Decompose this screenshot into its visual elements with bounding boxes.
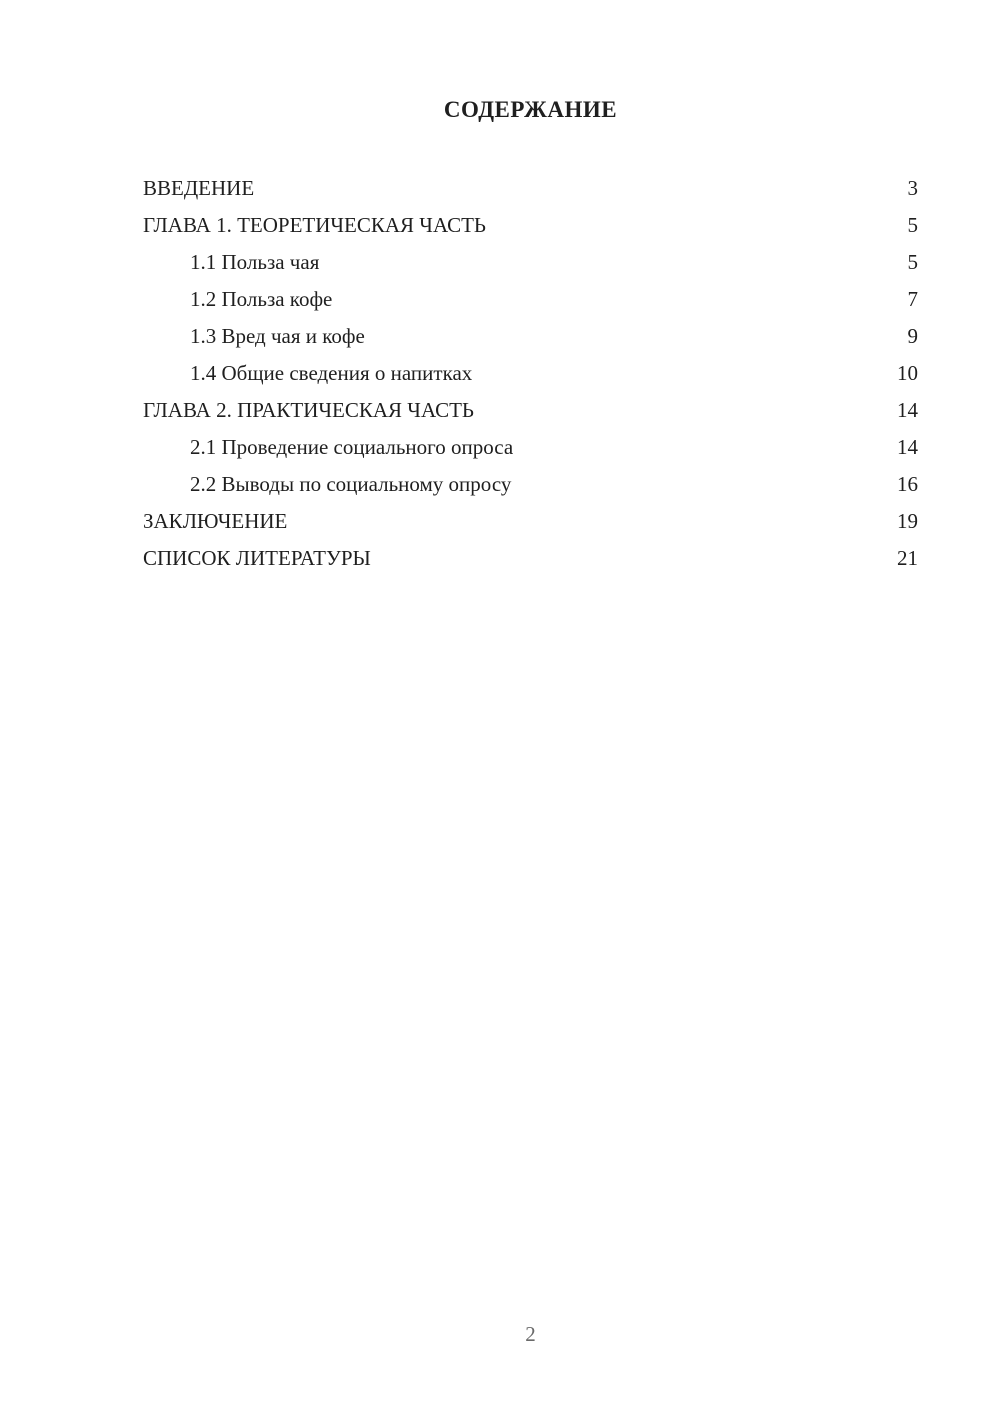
toc-entry-page: 14 [897,435,918,459]
toc-entry-page: 9 [907,324,918,348]
toc-entry-page: 10 [897,361,918,385]
toc-entry [143,503,918,540]
toc-entry [143,281,918,318]
toc-entry-label: 1.3 Вред чая и кофе [190,324,365,348]
toc-entry [143,318,918,355]
toc-entry-label: ВВЕДЕНИЕ [143,176,255,200]
toc-entry [143,170,918,207]
toc-entry [143,355,918,392]
toc-entry-page: 7 [907,287,918,311]
toc-list [143,170,918,577]
toc-entry-page: 21 [897,546,918,570]
toc-entry-label: 2.2 Выводы по социальному опросу [190,472,512,496]
toc-entry-label: 1.1 Польза чая [190,250,320,274]
toc-entry-label: СПИСОК ЛИТЕРАТУРЫ [143,546,371,570]
toc-entry [143,466,918,503]
toc-entry [143,207,918,244]
toc-entry-label: ГЛАВА 1. ТЕОРЕТИЧЕСКАЯ ЧАСТЬ [143,213,486,237]
toc-entry [143,540,918,577]
toc-entry [143,429,918,466]
page-title: СОДЕРЖАНИЕ [443,97,618,122]
toc-entry [143,244,918,281]
toc-entry-label: ГЛАВА 2. ПРАКТИЧЕСКАЯ ЧАСТЬ [143,398,474,422]
footer-page-number: 2 [525,1322,536,1346]
toc-entry-page: 16 [897,472,918,496]
toc-entry-page: 5 [907,213,918,237]
toc-entry-page: 19 [897,509,918,533]
toc-entry-page: 5 [907,250,918,274]
toc-entry-label: 1.2 Польза кофе [190,287,333,311]
toc-entry [143,392,918,429]
toc-content [143,96,918,577]
toc-entry-page: 14 [897,398,918,422]
toc-entry-label: ЗАКЛЮЧЕНИЕ [143,509,288,533]
toc-entry-label: 2.1 Проведение социального опроса [190,435,514,459]
toc-entry-page: 3 [907,176,918,200]
toc-entry-label: 1.4 Общие сведения о напитках [190,361,473,385]
